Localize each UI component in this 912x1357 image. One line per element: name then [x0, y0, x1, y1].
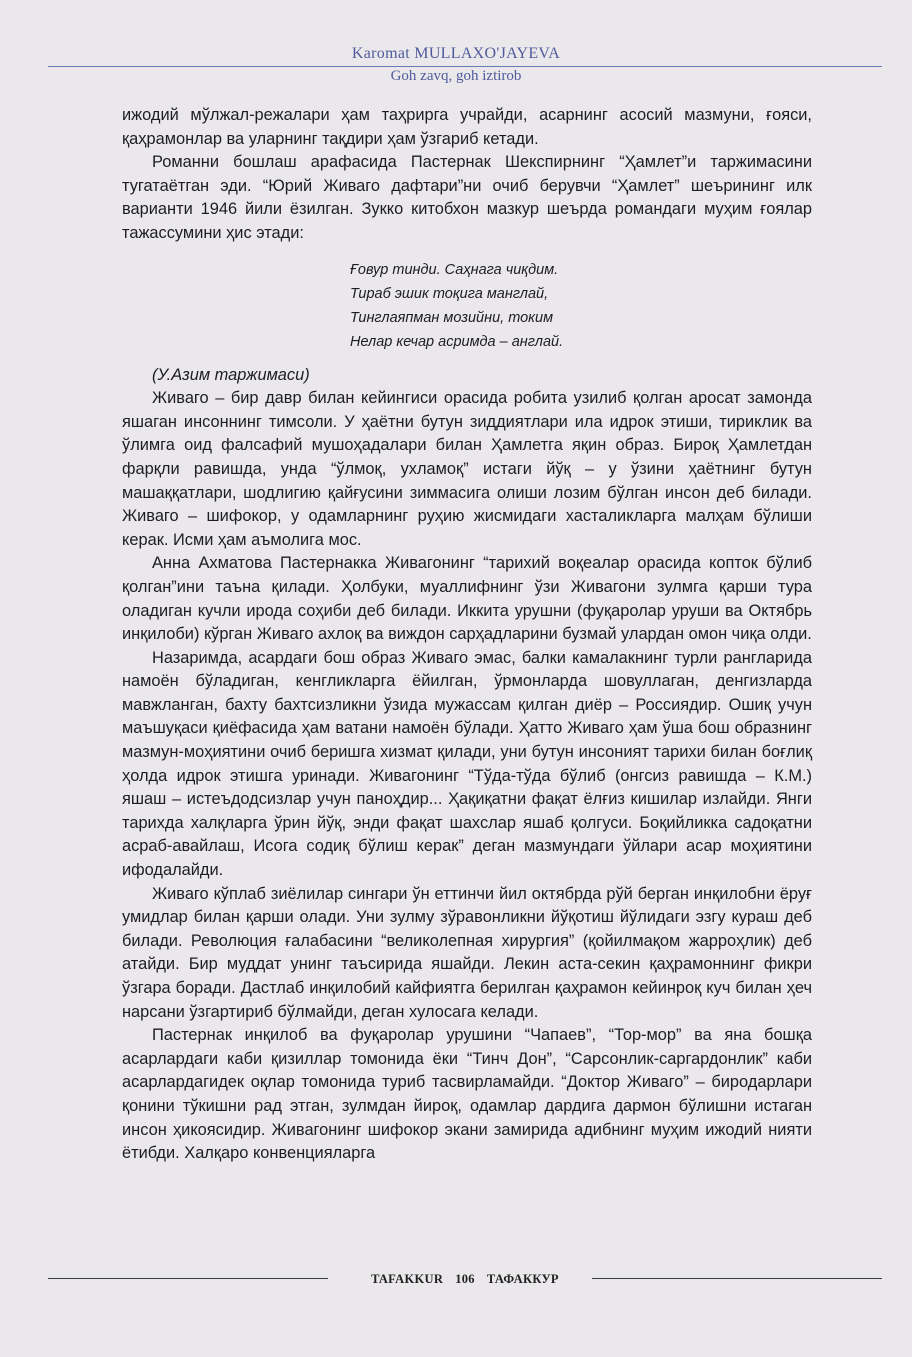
header-rule — [48, 66, 882, 67]
page-number: 106 — [455, 1272, 475, 1286]
footer-journal-latin: TAFAKKUR — [371, 1272, 444, 1286]
paragraph: Назаримда, асардаги бош образ Живаго эмас, балки камалакнинг турли рангларида намоён бўладиган, кенгликларга ёйилган, ўрмонларда шовуллаган, денгизларда мавжланган, бахту бахтсизликни ўзида мужассам қилган диёр – Россиядир. Ошиқ учун маъшуқаси қиёфасида ҳам ватани намоён бўлади. Ҳатто Живаго ҳам ўша бош образнинг мазмун-моҳиятини очиб беришга хизмат қилади, уни бутун инсоният тарихи билан боғлиқ ҳолда идрок этишга уринади. Живагонинг “Тўда-тўда бўлиб (онгсиз равишда – К.М.) яшаш – истеъдодсизлар учун паноҳдир... Ҳақиқатни фақат ёлғиз кишилар излайди. Янги тарихда халқларга ўрин йўқ, энди фақат шахслар яшаб қолгуси. Боқийликка садоқатни асраб-авайлаш, Исога содиқ бўлиш керак” деган мазмундаги ўйлари асар моҳиятини ифодалайди. — [122, 648, 812, 880]
paragraph: Пастернак инқилоб ва фуқаролар урушини “Чапаев”, “Тор-мор” ва яна бошқа асарлардаги каби қизиллар томонида ёки “Тинч Дон”, “Сарсонлик-саргардонлик” каби асарлардагидек оқлар томонида туриб тасвирламайди. “Доктор Живаго” – биродарлари қонини тўкишни рад этган, зулмдан йироқ, одамлар дардига дармон бўлишни истаган инсон ҳикоясидир. Живагонинг шифокор экани замирида адибнинг муҳим ижодий нияти ётибди. Халқаро конвенцияларга — [122, 1026, 812, 1163]
paragraph: Анна Ахматова Пастернакка Живагонинг “тарихий воқеалар орасида копток бўлиб қолган”ини таъна қилади. Ҳолбуки, муаллифнинг ўзи Живагони зулмга қарши тура оладиган кучли ирода соҳиби деб билади. Иккита урушни (фуқаролар уруши ва Октябрь инқилоби) кўрган Живаго ахлоқ ва виждон сарҳадларини бузмай улардан омон чиқа олди. — [122, 554, 812, 644]
poem-quote — [350, 258, 812, 354]
running-footer — [48, 1270, 882, 1290]
footer-rule-right — [592, 1278, 882, 1279]
paragraph: Романни бошлаш арафасида Пастернак Шекспирнинг “Ҳамлет”и таржимасини тугатаётган эди. “Юрий Живаго дафтари”ни очиб берувчи “Ҳамлет” шеърининг илк варианти 1946 йили ёзилган. Зукко китобхон мазкур шеърда романдаги муҳим ғоялар тажассумини ҳис этади: — [122, 153, 812, 242]
page-body — [122, 104, 812, 1166]
paragraph-continued: ижодий мўлжал-режалари ҳам таҳрирга учрайди, асарнинг асосий мазмуни, ғояси, қаҳрамонлар ва уларнинг тақдири ҳам ўзгариб кетади. — [122, 106, 812, 148]
header-author: Karomat MULLAXO'JAYEVA — [351, 45, 561, 62]
paragraph: Живаго – бир давр билан кейингиси орасида робита узилиб қолган аросат замонда яшаган инсоннинг тимсоли. У ҳаётни бутун зиддиятлари ила идрок этиши, тириклик ва ўлимга оид фалсафий мушоҳадалари билан Ҳамлетга яқин образ. Бироқ Ҳамлетдан фарқли равишда, унда “ўлмоқ, ухламоқ” истаги йўқ – у ўзини ҳаётнинг бутун машаққатлари, шодлигию қайғусини зиммасига олиши лозим бўлган инсон деб билади. Живаго – шифокор, у одамларнинг руҳию жисмидаги хасталикларга малҳам бўлиши керак. Исми ҳам аъмолига мос. — [122, 389, 812, 549]
footer-label — [48, 1270, 882, 1288]
poem-line: Тираб эшик тоқига манглай, — [350, 285, 549, 302]
poem-line: Нелар кечар асримда – англай. — [350, 333, 564, 350]
header-subtitle: Goh zavq, goh iztirob — [390, 68, 522, 84]
poem-line: Тинглаяпман мозийни, токим — [350, 309, 554, 326]
running-header — [0, 44, 912, 85]
poem-line: Ғовур тинди. Саҳнага чиқдим. — [350, 261, 559, 278]
paragraph: Живаго кўплаб зиёлилар сингари ўн еттинчи йил октябрда рўй берган инқилобни ёруғ умидлар билан қарши олади. Уни зулму зўравонликни йўқотиш йўлидаги эзгу кураш деб билади. Революция ғалабасини “великолепная хирургия” (қойилмақом жарроҳлик) деб атайди. Бир муддат унинг таъсирида яшайди. Лекин аста-секин қаҳрамоннинг фикри ўзгара боради. Дастлаб инқилобий кайфиятга берилган қаҳрамон кейинроқ куч билан ҳеч нарсани ўзгартириб бўлмайди, деган хулосага келади. — [122, 884, 812, 1021]
translation-credit: (У.Азим таржимаси) — [152, 365, 310, 384]
footer-journal-cyrillic: ТАФАККУР — [486, 1272, 559, 1286]
